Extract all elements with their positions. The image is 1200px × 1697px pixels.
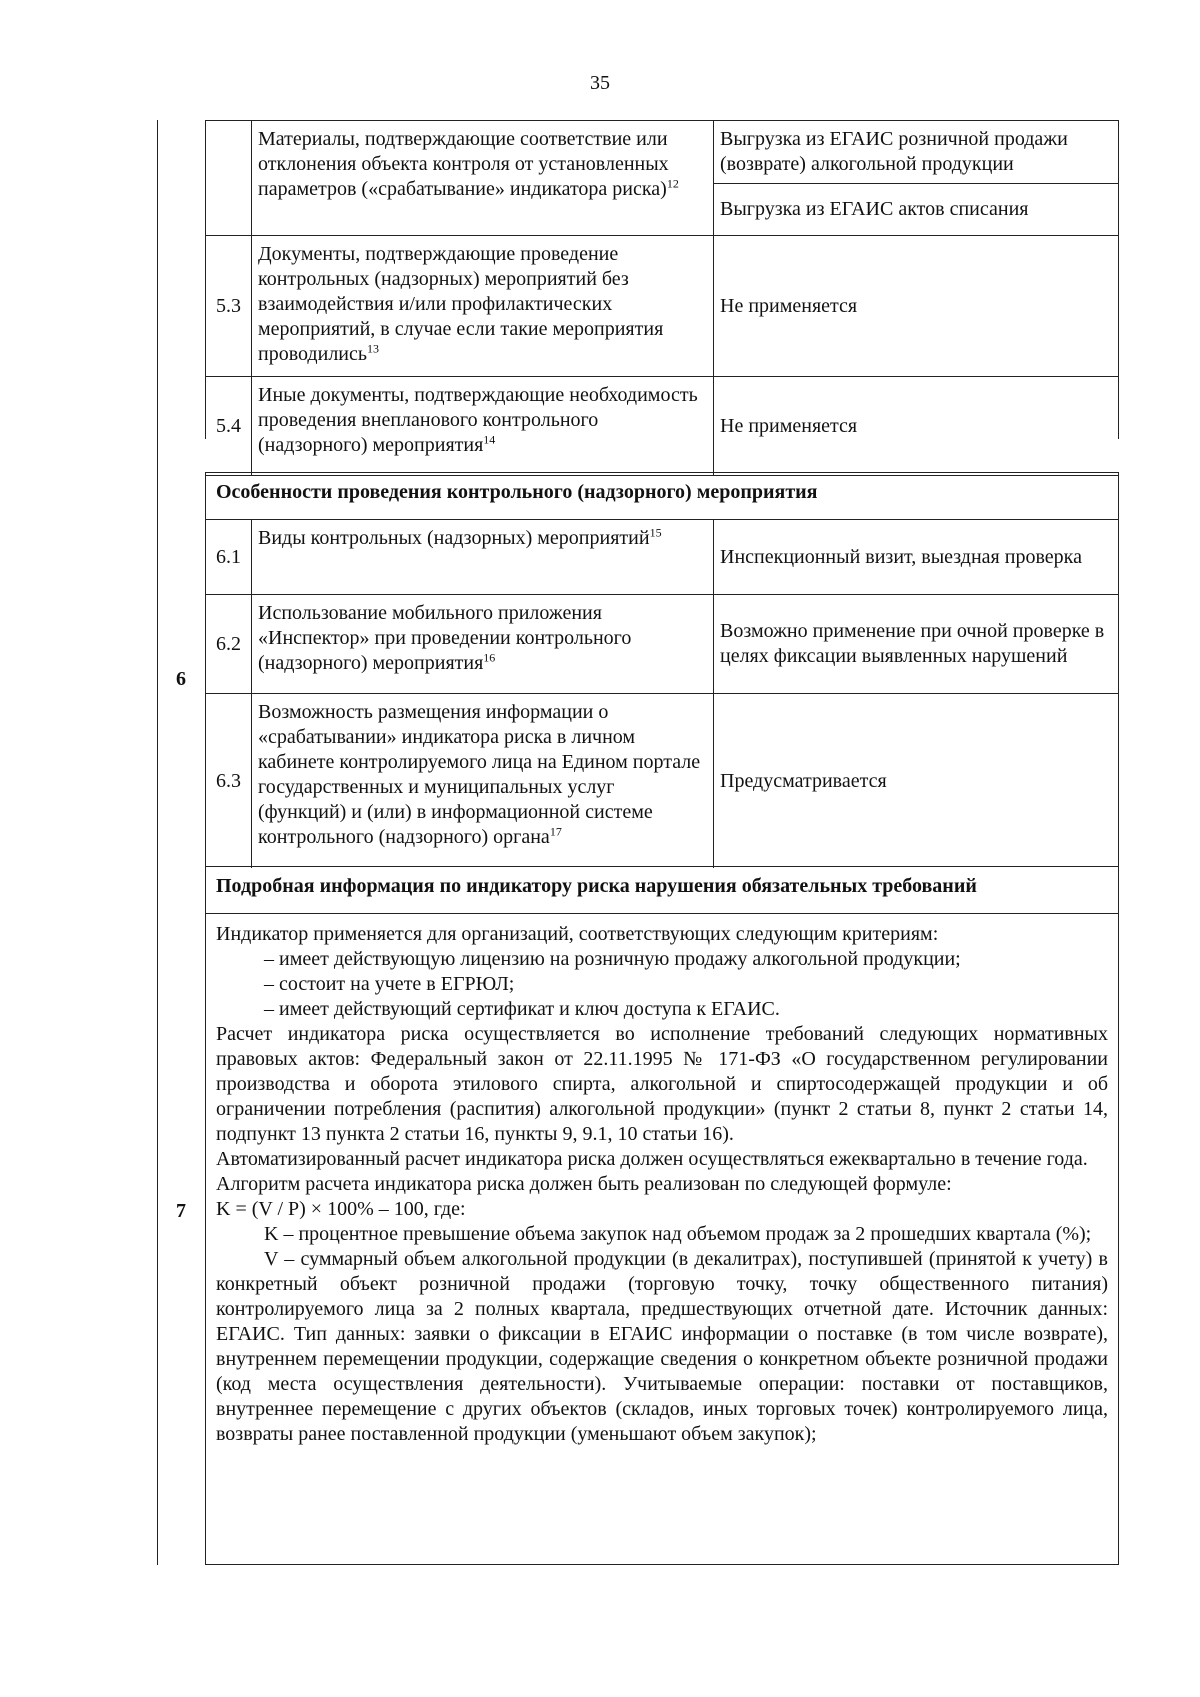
row-number-empty bbox=[206, 121, 252, 235]
table-row bbox=[206, 236, 1118, 377]
value-cell: Выгрузка из ЕГАИС розничной продажи (возврате) алкогольной продукции bbox=[720, 128, 1068, 175]
criterion-text: Документы, подтверждающие проведение контрольных (надзорных) мероприятий без взаимодействия и/или профилактических мероприятий, в случае если такие мероприятия проводились$^{13}$ bbox=[252, 236, 714, 376]
criterion-text: Возможность размещения информации о «срабатывании» индикатора риска в личном кабинете контролируемого лица на Едином портале государственных и муниципальных услуг (функций) и (или) в информационной системе контрольного (надзорного) органа$^{17}$ bbox=[252, 694, 714, 868]
value-cell: Не применяется bbox=[720, 414, 858, 437]
table-row bbox=[206, 595, 1118, 694]
value-cell: Возможно применение при очной проверке в целях фиксации выявленных нарушений bbox=[720, 620, 1105, 667]
block-6-table bbox=[205, 472, 1119, 867]
legal-basis-paragraph: Расчет индикатора риска осуществляется во исполнение требований следующих нормативных правовых актов: Федеральный закон от 22.11.1995 № 171-ФЗ «О государственном регулировании производства и оборота этилового спирта, алкогольной и спиртосодержащей продукции и об ограничении потребления (распития) алкогольной продукции» (пункт 2 статьи 8, пункт 2 статьи 14, подпункт 13 пункта 2 статьи 16, пункты 9, 9.1, 10 статьи 16). bbox=[216, 1023, 1108, 1145]
table-row bbox=[206, 377, 1118, 476]
document-table bbox=[157, 120, 1119, 1565]
definition-v: V – суммарный объем алкогольной продукции (в декалитрах), поступившей (принятой к учету) в конкретный объект розничной продажи (торговую точку, точку общественного питания) контролируемого лица за 2 полных квартала, предшествующих отчетной дате. Источник данных: ЕГАИС. Тип данных: заявки о фиксации в ЕГАИС информации о поставке (в том числе возврате), внутреннем перемещении продукции, содержащие сведения о конкретном объекте розничной продажи (код места осуществления деятельности). Учитываемые операции: поставки от поставщиков, внутреннее перемещение с других объектов (складов, иных торговых точек) контролируемого лица, возвраты ранее поставленной продукции (уменьшают объем закупок); bbox=[216, 1248, 1108, 1445]
section-heading-row bbox=[206, 472, 1118, 520]
table-row bbox=[206, 694, 1118, 868]
criterion-values bbox=[714, 121, 1118, 235]
section-number-7: 7 bbox=[176, 1200, 186, 1222]
intro-paragraph: Индикатор применяется для организаций, соответствующих следующим критериям: bbox=[216, 923, 939, 945]
table-row bbox=[206, 121, 1118, 236]
row-number: 6.3 bbox=[206, 694, 252, 868]
section-heading: Подробная информация по индикатору риска нарушения обязательных требований bbox=[216, 875, 977, 897]
value-cell: Инспекционный визит, выездная проверка bbox=[720, 545, 1082, 568]
section-heading: Особенности проведения контрольного (надзорного) мероприятия bbox=[216, 481, 818, 503]
page-number: 35 bbox=[590, 72, 610, 94]
criteria-item: – имеет действующую лицензию на розничную продажу алкогольной продукции; bbox=[264, 948, 961, 970]
criterion-text: Иные документы, подтверждающие необходимость проведения внепланового контрольного (надзорного) мероприятия$^{14}$ bbox=[252, 377, 714, 475]
algorithm-paragraph: Алгоритм расчета индикатора риска должен быть реализован по следующей формуле: bbox=[216, 1173, 952, 1195]
block-5-table bbox=[205, 120, 1119, 456]
definition-k: K – процентное превышение объема закупок над объемом продаж за 2 прошедших квартала (%); bbox=[264, 1223, 1092, 1245]
row-number: 6.1 bbox=[206, 520, 252, 594]
table-row bbox=[206, 520, 1118, 595]
indicator-description bbox=[206, 914, 1118, 1455]
block-7-table bbox=[205, 866, 1119, 1565]
frequency-paragraph: Автоматизированный расчет индикатора риска должен осуществляться ежеквартально в течение года. bbox=[216, 1148, 1088, 1170]
criterion-text: Использование мобильного приложения «Инспектор» при проведении контрольного (надзорного) мероприятия$^{16}$ bbox=[252, 595, 714, 693]
row-number: 5.3 bbox=[206, 236, 252, 376]
section-heading-row bbox=[206, 867, 1118, 914]
row-number: 5.4 bbox=[206, 377, 252, 475]
formula: K = (V / P) × 100% – 100, где: bbox=[216, 1198, 466, 1220]
section-number-column bbox=[157, 120, 206, 1565]
criteria-item: – имеет действующий сертификат и ключ доступа к ЕГАИС. bbox=[264, 998, 780, 1020]
row-number: 6.2 bbox=[206, 595, 252, 693]
criterion-text: Виды контрольных (надзорных) мероприятий$^{15}$ bbox=[252, 520, 714, 594]
value-cell: Не применяется bbox=[720, 294, 858, 317]
value-cell: Выгрузка из ЕГАИС актов списания bbox=[714, 183, 1118, 235]
criterion-text: Материалы, подтверждающие соответствие или отклонения объекта контроля от установленных параметров («срабатывание» индикатора риска)$^{12}$ bbox=[252, 121, 714, 235]
criteria-item: – состоит на учете в ЕГРЮЛ; bbox=[264, 973, 515, 995]
value-cell: Предусматривается bbox=[720, 769, 887, 792]
section-number-6: 6 bbox=[176, 668, 186, 690]
